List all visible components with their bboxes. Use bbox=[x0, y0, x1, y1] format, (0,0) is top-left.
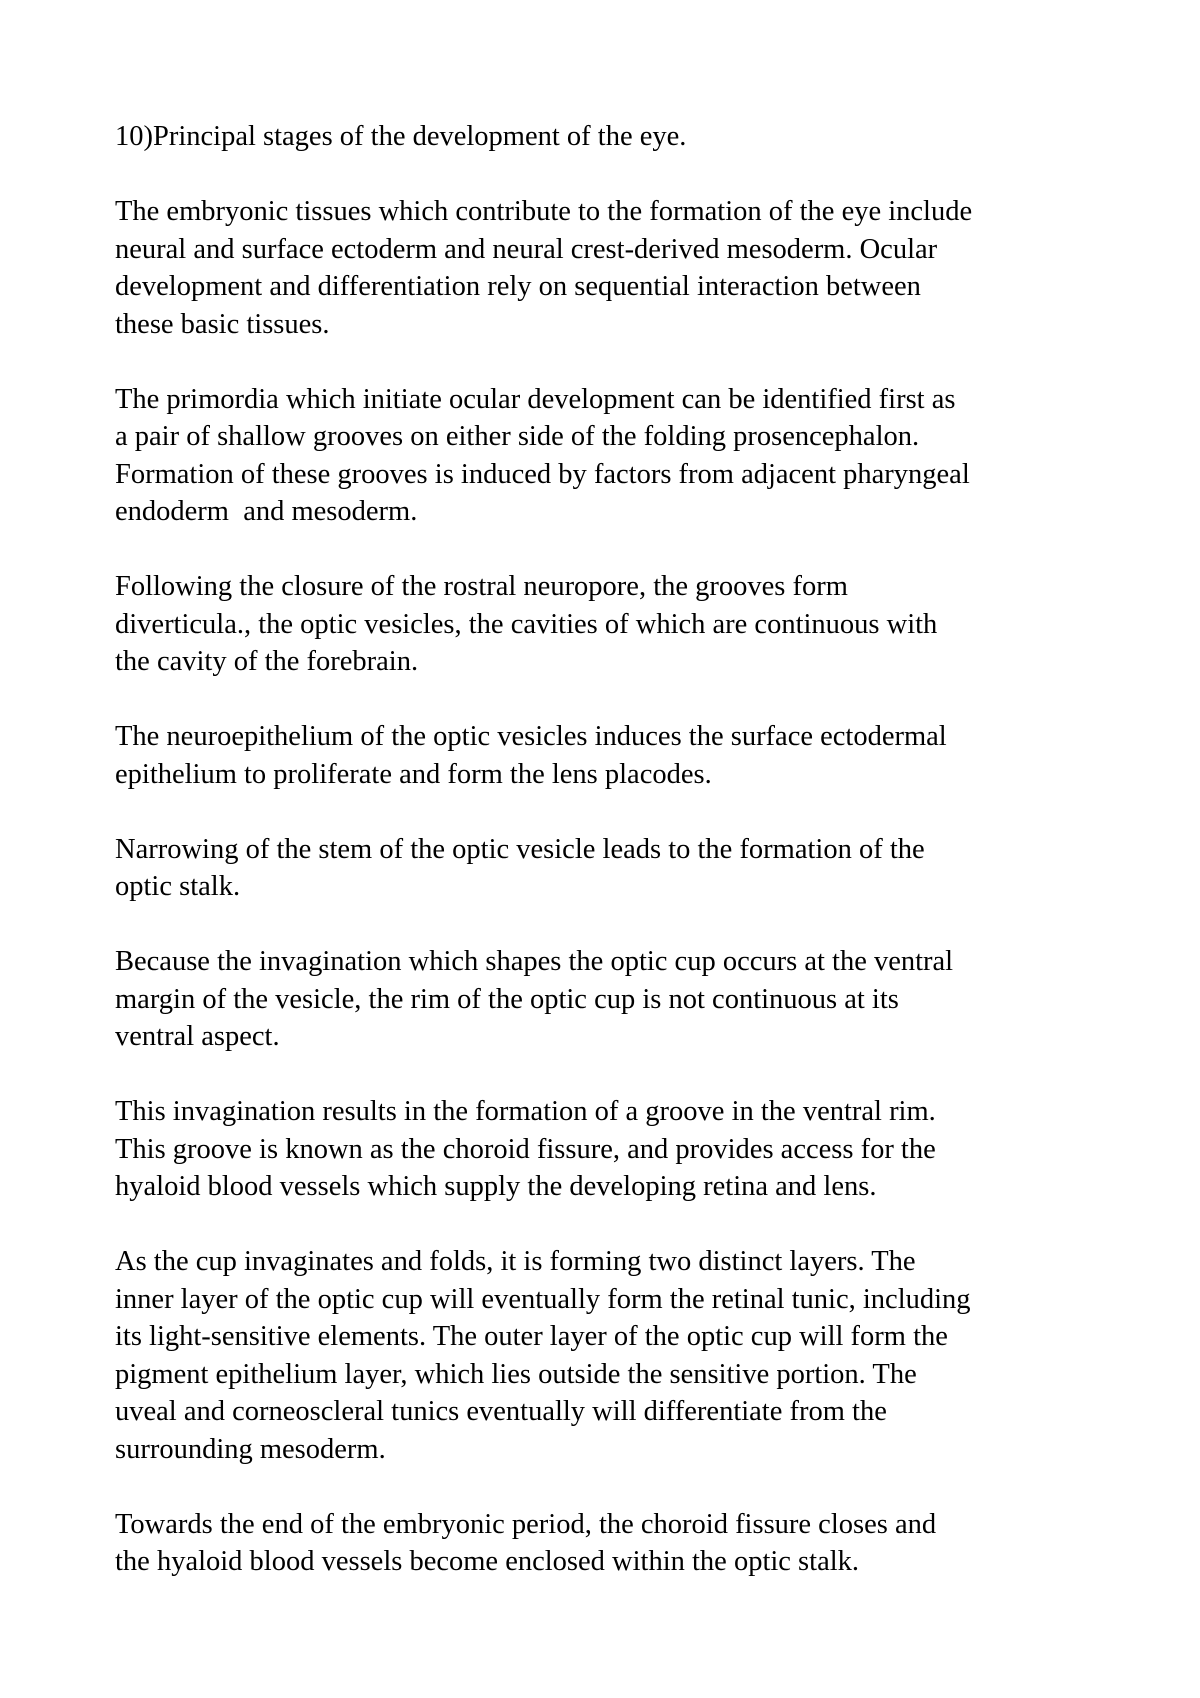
document-title: 10)Principal stages of the development of the eye. bbox=[115, 121, 687, 152]
paragraph-optic-vesicles: Following the closure of the rostral neuropore, the grooves form diverticula., the optic vesicles, the cavities of which are continuous with the cavity of the forebrain. bbox=[115, 571, 938, 677]
paragraph-choroid-fissure: This invagination results in the formation of a groove in the ventral rim. This groove is known as the choroid fissure, and provides access for the hyaloid blood vessels which supply the developing retina and lens. bbox=[115, 1096, 936, 1202]
paragraph-lens-placodes: The neuroepithelium of the optic vesicles induces the surface ectodermal epithelium to proliferate and form the lens placodes. bbox=[115, 721, 947, 790]
paragraph-optic-cup-rim: Because the invagination which shapes the optic cup occurs at the ventral margin of the vesicle, the rim of the optic cup is not continuous at its ventral aspect. bbox=[115, 946, 954, 1052]
paragraph-cup-layers: As the cup invaginates and folds, it is forming two distinct layers. The inner layer of the optic cup will eventually form the retinal tunic, including its light-sensitive elements. The outer layer of the optic cup will form the pigment epithelium layer, which lies outside the sensitive portion. The uveal and corneoscleral tunics eventually will differentiate from the surrounding mesoderm. bbox=[115, 1246, 971, 1465]
paragraph-primordia: The primordia which initiate ocular development can be identified first as a pair of shallow grooves on either side of the folding prosencephalon. Formation of these grooves is induced by factors from adjacent pharyngeal endoderm and mesoderm. bbox=[115, 383, 970, 527]
paragraph-tissues: The embryonic tissues which contribute to the formation of the eye include neural and surface ectoderm and neural crest-derived mesoderm. Ocular development and differentiation rely on sequential interaction between these basic tissues. bbox=[115, 196, 973, 340]
paragraph-fissure-closure: Towards the end of the embryonic period, the choroid fissure closes and the hyaloid blood vessels become enclosed within the optic stalk. bbox=[115, 1508, 937, 1577]
document-body bbox=[115, 118, 1125, 1618]
paragraph-optic-stalk: Narrowing of the stem of the optic vesicle leads to the formation of the optic stalk. bbox=[115, 833, 925, 902]
